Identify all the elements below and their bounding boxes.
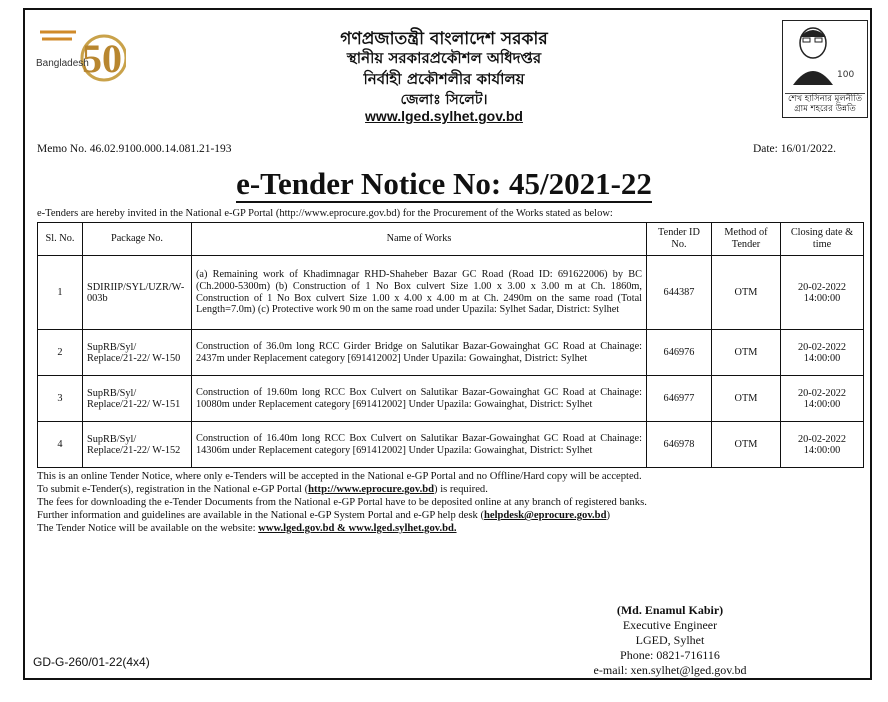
note-helpdesk-pre: Further information and guidelines are available in the National e-GP System Portal and e-GP help desk ( bbox=[37, 510, 484, 522]
egp-portal-link[interactable]: http://www.eprocure.gov.bd bbox=[308, 484, 435, 496]
row-package: SDIRIIP/SYL/UZR/W-003b bbox=[83, 256, 192, 330]
header-tender-id: Tender ID No. bbox=[647, 223, 712, 256]
row-sl: 4 bbox=[38, 422, 83, 468]
website-links[interactable]: www.lged.gov.bd & www.lged.sylhet.gov.bd. bbox=[258, 523, 457, 535]
signatory-email: e-mail: xen.sylhet@lged.gov.bd bbox=[593, 663, 747, 677]
works-table bbox=[37, 222, 864, 468]
note-website-pre: The Tender Notice will be available on the website: bbox=[37, 523, 259, 535]
header-closing: Closing date & time bbox=[781, 223, 864, 256]
row-tender-id: 646976 bbox=[647, 330, 712, 376]
row-works: Construction of 36.0m long RCC Girder Bridge on Salutikar Bazar-Gowainghat GC Road at Chainage: 2437m under Replacement category [691412002] Under Upazila: Gowainghat, District: Sylhet bbox=[192, 330, 647, 376]
table-row bbox=[38, 422, 864, 468]
row-closing-time: 14:00:00 bbox=[803, 352, 841, 364]
note-registration-post: ) is required. bbox=[434, 484, 488, 496]
row-closing bbox=[781, 376, 864, 422]
note-registration bbox=[37, 483, 857, 496]
header-line-3: নির্বাহী প্রকৌশলীর কার্যালয় bbox=[363, 70, 525, 88]
header-sl: Sl. No. bbox=[38, 223, 83, 256]
signatory-phone: Phone: 0821-716116 bbox=[620, 648, 720, 662]
row-tender-id: 644387 bbox=[647, 256, 712, 330]
row-works: (a) Remaining work of Khadimnagar RHD-Shaheber Bazar GC Road (Road ID: 691622006) by BC (Ch.2000-5300m) (b) Construction of 1 No Box culvert Size 1.00 x 3.00 x 3.00 m at Ch. 1860m, Construction of 1 No Box culvert Size 1.00 x 4.00 x 4.00 m at Ch. 2490m on the same road (Total Length=7.0m) (c) Protective work 90 m on the same road under Upazila: Sylhet Sadar, District: Sylhet bbox=[192, 256, 647, 330]
header-line-2: স্থানীয় সরকারপ্রকৌশল অধিদপ্তর bbox=[346, 49, 542, 67]
page-title bbox=[0, 166, 888, 202]
row-tender-id: 646977 bbox=[647, 376, 712, 422]
header-package: Package No. bbox=[83, 223, 192, 256]
row-package: SupRB/Syl/ Replace/21-22/ W-150 bbox=[83, 330, 192, 376]
row-works: Construction of 19.60m long RCC Box Culvert on Salutikar Bazar-Gowainghat GC Road at Chainage: 10080m under Replacement category [691412002] Under Upazila: Gowainghat, District: Sylhet bbox=[192, 376, 647, 422]
memo-number: Memo No. 46.02.9100.000.14.081.21-193 bbox=[37, 143, 232, 155]
table-row bbox=[38, 330, 864, 376]
svg-text:100: 100 bbox=[837, 70, 855, 80]
helpdesk-email-link[interactable]: helpdesk@eprocure.gov.bd bbox=[483, 510, 607, 522]
row-package: SupRB/Syl/ Replace/21-22/ W-151 bbox=[83, 376, 192, 422]
note-fees: The fees for downloading the e-Tender Documents from the National e-GP Portal have to be deposited online at any branch of registered banks. bbox=[37, 497, 647, 509]
row-closing-time: 14:00:00 bbox=[803, 444, 841, 456]
notes-section bbox=[37, 470, 857, 535]
table-row bbox=[38, 376, 864, 422]
row-closing-date: 20-02-2022 bbox=[797, 281, 847, 293]
logo-years: 50 bbox=[82, 36, 122, 81]
row-closing bbox=[781, 330, 864, 376]
row-sl: 2 bbox=[38, 330, 83, 376]
row-package: SupRB/Syl/ Replace/21-22/ W-152 bbox=[83, 422, 192, 468]
header-line-4: জেলাঃ সিলেট। bbox=[400, 92, 488, 108]
title-text: e-Tender Notice No: 45/2021-22 bbox=[236, 166, 652, 201]
row-closing-date: 20-02-2022 bbox=[797, 387, 847, 399]
row-tender-id: 646978 bbox=[647, 422, 712, 468]
signature-block bbox=[540, 603, 800, 678]
row-closing-date: 20-02-2022 bbox=[797, 433, 847, 445]
row-method: OTM bbox=[712, 422, 781, 468]
logo-text: Bangladesh bbox=[36, 58, 89, 69]
table-header-row bbox=[38, 223, 864, 256]
row-closing bbox=[781, 256, 864, 330]
notice-date: Date: 16/01/2022. bbox=[752, 143, 836, 155]
row-works: Construction of 16.40m long RCC Box Culvert on Salutikar Bazar-Gowainghat GC Road at Chainage: 14306m under Replacement category [691412002] Under Upazila: Gowainghat, District: Sylhet bbox=[192, 422, 647, 468]
row-sl: 3 bbox=[38, 376, 83, 422]
note-helpdesk bbox=[37, 509, 857, 522]
table-row bbox=[38, 256, 864, 330]
header-website-link[interactable]: www.lged.sylhet.gov.bd bbox=[365, 108, 523, 124]
row-closing-date: 20-02-2022 bbox=[797, 341, 847, 353]
signatory-office: LGED, Sylhet bbox=[635, 633, 705, 647]
row-closing-time: 14:00:00 bbox=[803, 398, 841, 410]
portrait-caption: শেখ হাসিনার মূলনীতি গ্রাম শহরের উন্নতি bbox=[785, 93, 865, 115]
row-sl: 1 bbox=[38, 256, 83, 330]
signatory-name: (Md. Enamul Kabir) bbox=[616, 603, 724, 617]
note-helpdesk-post: ) bbox=[606, 510, 611, 522]
note-website bbox=[37, 522, 857, 535]
row-closing bbox=[781, 422, 864, 468]
header-method: Method of Tender bbox=[712, 223, 781, 256]
header-works: Name of Works bbox=[192, 223, 647, 256]
note-registration-pre: To submit e-Tender(s), registration in the National e-GP Portal ( bbox=[37, 484, 309, 496]
document-code: GD-G-260/01-22(4x4) bbox=[33, 655, 150, 669]
row-method: OTM bbox=[712, 330, 781, 376]
header-line-1: গণপ্রজাতন্ত্রী বাংলাদেশ সরকার bbox=[340, 29, 548, 49]
row-method: OTM bbox=[712, 256, 781, 330]
intro-text: e-Tenders are hereby invited in the National e-GP Portal (http://www.eprocure.gov.bd) for the Procurement of the Works stated as below: bbox=[37, 208, 613, 219]
signatory-designation: Executive Engineer bbox=[622, 618, 718, 632]
row-closing-time: 14:00:00 bbox=[803, 292, 841, 304]
note-online: This is an online Tender Notice, where only e-Tenders will be accepted in the National e-GP Portal and no Offline/Hard copy will be accepted. bbox=[37, 471, 642, 482]
row-method: OTM bbox=[712, 376, 781, 422]
